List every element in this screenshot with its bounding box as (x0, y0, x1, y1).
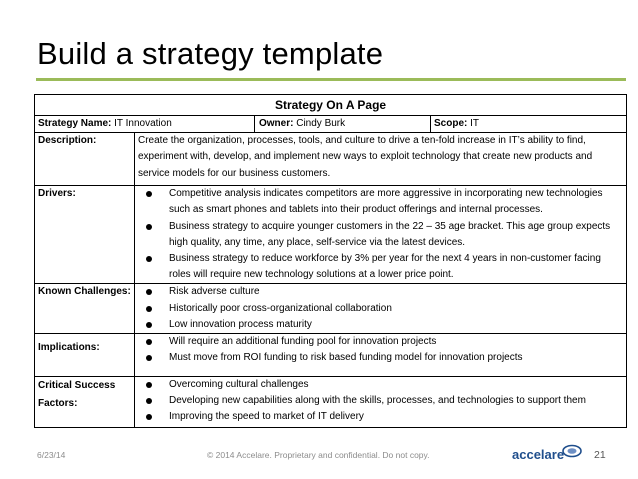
csf-label-line2: Factors: (38, 398, 78, 410)
owner-cell (255, 116, 431, 133)
strategy-name-label: Strategy Name: (38, 118, 112, 129)
strategy-name-cell (35, 116, 255, 133)
footer-copyright: © 2014 Accelare. Proprietary and confidential. Do not copy. (207, 450, 430, 460)
list-item: Overcoming cultural challenges (138, 377, 623, 393)
list-item: Risk adverse culture (138, 284, 623, 300)
challenges-cell (135, 284, 627, 334)
list-item: Historically poor cross-organizational collaboration (138, 301, 623, 317)
csf-label (35, 377, 135, 428)
logo-mark-icon (563, 446, 581, 457)
list-item: Low innovation process maturity (138, 317, 623, 333)
list-item: Must move from ROI funding to risk based funding model for innovation projects (138, 350, 623, 366)
drivers-cell (135, 186, 627, 284)
challenges-row (35, 284, 627, 334)
csf-label-line1: Critical Success (38, 380, 116, 392)
description-label: Description: (35, 133, 135, 186)
list-item: Competitive analysis indicates competitors are more aggressive in incorporating new technologies such as smart phones and tablets into their product offerings and internal processes. (138, 186, 623, 218)
footer-date: 6/23/14 (37, 450, 66, 460)
csf-cell (135, 377, 627, 428)
implications-cell (135, 334, 627, 377)
csf-list (138, 377, 623, 426)
accelare-logo (512, 442, 582, 464)
header-row (35, 116, 627, 133)
table-banner: Strategy On A Page (35, 95, 627, 116)
scope-label: Scope: (434, 118, 468, 129)
logo-text: accelare (512, 447, 565, 462)
list-item: Will require an additional funding pool for innovation projects (138, 334, 623, 350)
challenges-label: Known Challenges: (35, 284, 135, 334)
title-underline (36, 78, 626, 81)
csf-row (35, 377, 627, 428)
description-text: Create the organization, processes, tools, and culture to drive a ten-fold increase in IT’s ability to find, experiment with, develop, and implement new ways to exploit technology that create new products and service models for our business customers. (135, 133, 627, 186)
challenges-list (138, 284, 623, 333)
list-item: Developing new capabilities along with the skills, processes, and technologies to support them (138, 393, 623, 409)
strategy-name-value: IT Innovation (114, 118, 172, 129)
drivers-row (35, 186, 627, 284)
slide-title: Build a strategy template (37, 36, 384, 71)
drivers-label: Drivers: (35, 186, 135, 284)
strategy-table (34, 94, 627, 428)
owner-value: Cindy Burk (296, 118, 346, 129)
page-number: 21 (594, 449, 606, 461)
banner-row (35, 95, 627, 116)
owner-label: Owner: (259, 118, 294, 129)
list-item: Business strategy to reduce workforce by 3% per year for the next 4 years in non-customer facing roles will require new technology solutions at a lower price point. (138, 251, 623, 283)
list-item: Improving the speed to market of IT delivery (138, 409, 623, 425)
list-item: Business strategy to acquire younger customers in the 22 – 35 age bracket. This age group expects high quality, any time, any place, self-service via the latest devices. (138, 219, 623, 251)
drivers-list (138, 186, 623, 283)
scope-cell (431, 116, 627, 133)
implications-label: Implications: (35, 334, 135, 377)
implications-row (35, 334, 627, 377)
description-row (35, 133, 627, 186)
implications-list (138, 334, 623, 366)
scope-value: IT (470, 118, 480, 129)
